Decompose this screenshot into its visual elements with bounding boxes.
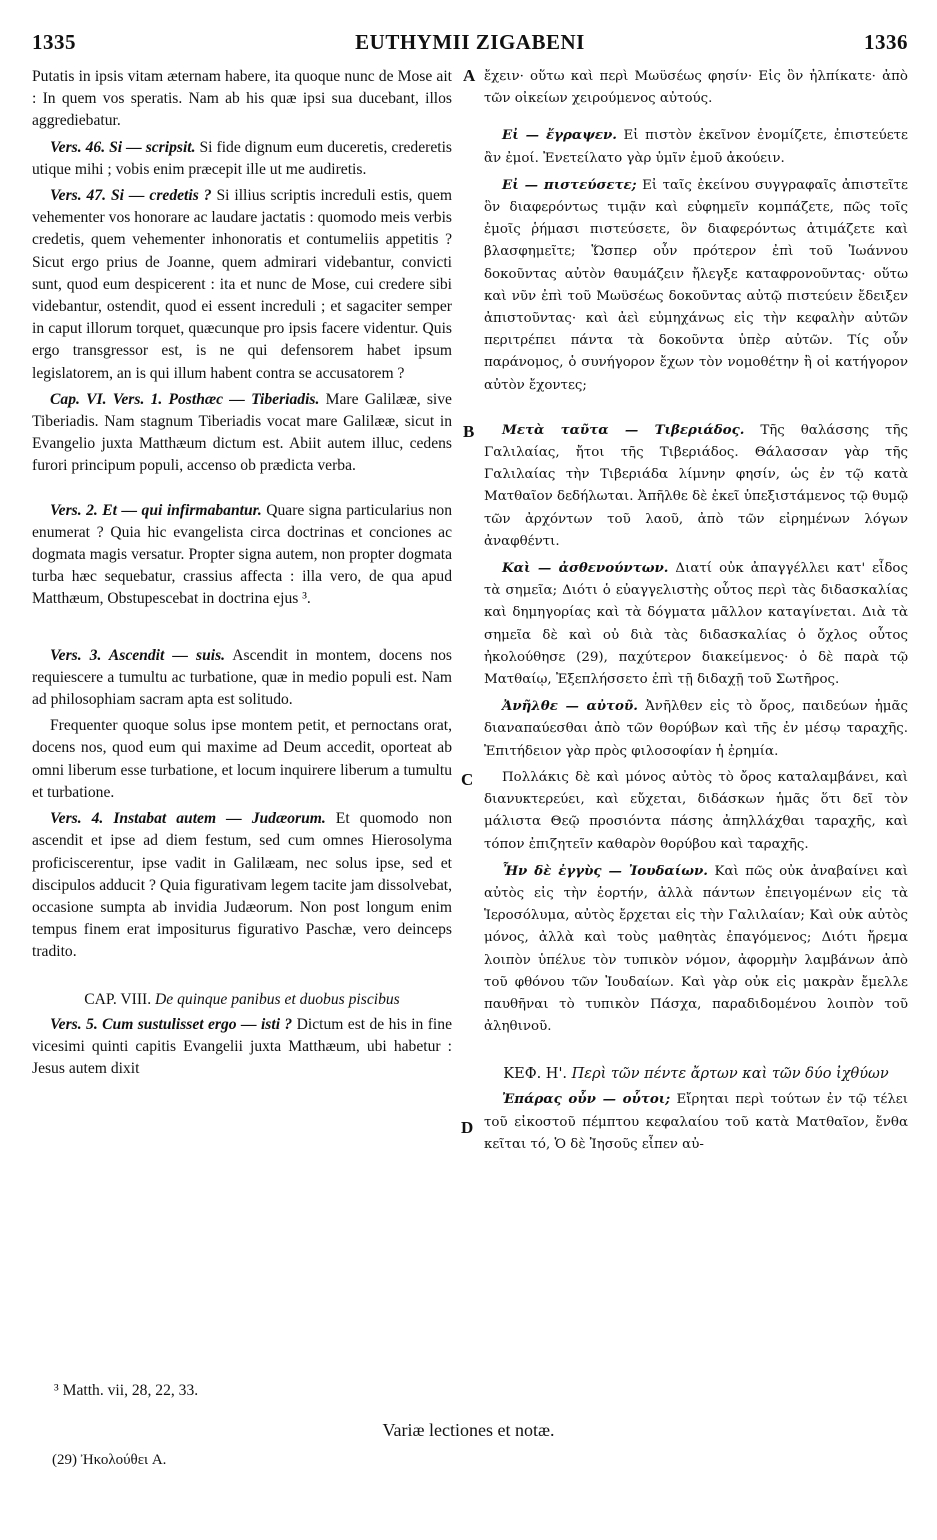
greek-text: Εἴρηται περὶ τούτων ἐν τῷ τέλει τοῦ εἰκοστοῦ πέμπτου κεφαλαίου τοῦ κατὰ Ματθαῖον, ἔνθα κεῖται τό, Ὁ δὲ Ἰησοῦς εἶπεν αὐ- (484, 1092, 908, 1152)
greek-paragraph (484, 695, 908, 763)
margin-marker-a: A (463, 66, 476, 85)
latin-lemma: Cap. VI. Vers. 1. Posthæc — Tiberiadis. (50, 390, 320, 408)
greek-lemma: Εἰ — ἔγραψεν. (502, 127, 617, 144)
margin-marker-d: D (461, 1118, 474, 1137)
latin-text: Si illius scriptis increduli estis, quem vehementer vos honorare ac laudare jactatis : quomodo meis verbis credetis, quem vehementer inhonoratis et contumeliis appetitis ? Sicut ergo prius de Joanne, quem admirari videbantur, convicti sunt, quod eum despicerent : ita et nunc de Mose, cui credere sibi videbantur, ostendit, quod ei essent increduli ; et sagaciter semper in caput illorum torquet, quæcunque pro ipsis facere videntur. Quis ergo transgressor est, is ne qui defensorem habet ipsum legislatorem, an is qui illum habent contra se accusatorem ? (32, 187, 453, 382)
greek-paragraph (484, 557, 908, 691)
latin-lemma: Vers. 2. Et — qui infirmabantur. (50, 501, 262, 519)
greek-lemma: Ἐπάρας οὖν — οὗτοι; (502, 1091, 671, 1108)
latin-text: Quare signa particularius non enumerat ? Quia hic evangelista circa doctrinas et conciones ac dogmata magis versatur. Propter signa autem, non propter dogmata turba hæc sequebatur, crassius affecta : illa vero, de qua apud Matthæum, Obstupescebat in doctrina ejus ³. (32, 501, 452, 608)
latin-paragraph (32, 715, 452, 804)
latin-paragraph (32, 808, 452, 963)
greek-paragraph (484, 66, 908, 110)
greek-lemma: Ἀνῆλθε — αὐτοῦ. (502, 698, 638, 715)
greek-paragraph (484, 174, 908, 397)
running-head: EUTHYMII ZIGABENI (355, 30, 585, 54)
greek-text: Εἰ πιστὸν ἐκεῖνον ἐνομίζετε, ἐπιστεύετε ἂν ἐμοί. Ἐνετείλατο γὰρ ὑμῖν ἐμοῦ ἀκούειν. (484, 128, 908, 166)
greek-chapter-title: Περὶ τῶν πέντε ἄρτων καὶ τῶν δύο ἰχθύων (571, 1066, 889, 1083)
latin-text: Mare Galilææ, sive Tiberiadis. Nam stagnum Tiberiadis vocat mare Galilææ, sicut in Evangelio juxta Matthæum dictum est. Abiit autem illuc, cedens furori principum populi, accenso ob prædicta verba. (32, 390, 452, 475)
latin-lemma: Vers. 5. Cum sustulisset ergo — isti ? (50, 1015, 293, 1033)
greek-chapter-label: ΚΕΦ. Η'. (503, 1066, 568, 1083)
latin-paragraph (32, 1014, 452, 1081)
latin-text: Si fide dignum eum duceretis, crederetis utique mihi ; vobis enim præcepit ille ut me audiretis. (32, 138, 452, 178)
variant-reading: (29) Ἠκολούθει A. (52, 1452, 167, 1468)
margin-marker-b: B (463, 422, 475, 441)
latin-chapter-heading (32, 990, 452, 1010)
latin-lemma: Vers. 4. Instabat autem — Judæorum. (50, 810, 326, 828)
greek-column (484, 66, 908, 1160)
footnote: ³ Matth. vii, 28, 22, 33. (54, 1382, 199, 1399)
greek-paragraph (484, 1088, 908, 1156)
greek-text: Εἰ ταῖς ἐκείνου συγγραφαῖς ἀπιστεῖτε ὃν διαφερόντως τιμᾷν καὶ εὐφημεῖν κομπάζετε, πῶς τοῖς ἐμοῖς ῥήμασι πιστεύσετε, ὃν διαφερόντως ἀτιμάζετε καὶ βλασφημεῖτε; Ὥσπερ οὖν πρότερον ἐπὶ τοῦ Ἰωάννου δοκοῦντας αὐτὸν θαυμάζειν ἤλεγξε καταφρονοῦντας· οὕτω καὶ νῦν ἐπὶ τοῦ Μωϋσέως δοκοῦντας αὐτῷ πιστεύειν ἔδειξεν ἀπιστοῦντας· καὶ ἀεὶ εὐμηχάνως εἰς τὴν κεφαλὴν αὐτῶν περιτρέπει πάντα τὰ δοκοῦντα ὑπὲρ αὐτῶν. Τίς οὖν παράνομος, ὁ συνήγορον ἔχων τὸν νομοθέτην ἢ οἱ κατήγορον αὐτὸν ἔχοντες; (484, 177, 908, 393)
greek-paragraph (484, 124, 908, 169)
greek-lemma: Καὶ — ἀσθενούντων. (502, 560, 669, 577)
latin-paragraph (32, 185, 452, 385)
notes-title: Variæ lectiones et notæ. (382, 1420, 555, 1440)
greek-text: Διατί οὐκ ἀπαγγέλλει κατ' εἶδος τὰ σημεῖα; Διότι ὁ εὐαγγελιστὴς οὗτος περὶ τὰς διδασκαλίας καὶ δημηγορίας καὶ τὰ δόγματα μᾶλλον καταγίνεται. Διὰ τὰ σημεῖα δὲ καὶ οὐ διὰ τὰς διδασκαλίας ὁ ὄχλος οὗτος ἠκολούθησε (29), παχύτερον διακείμενος· ὁ δὲ παρὰ τῷ Ματθαίῳ, Ἐξεπλήσσετο ἐπὶ τῇ διδαχῇ τοῦ Σωτῆρος. (484, 561, 908, 688)
greek-lemma: Εἰ — πιστεύσετε; (502, 176, 637, 193)
greek-paragraph (484, 860, 908, 1039)
page-header (32, 30, 908, 58)
latin-text: Ascendit in montem, docens nos requiescere a tumultu ac turbatione, quæ in medio populi est. Nam ad philosophiam sacram apta est solitudo. (32, 646, 452, 709)
latin-text: Et quomodo non ascendit et ipse ad diem festum, sed cum omnes Hierosolyma proficiscerentur, ipse vadit in Galilæam, nec solus ipse, sed et discipulos adducit ? Quia figurativam legem tacite jam dissolvebat, occasione sumpta ab invidia Judæorum. Non post longum enim tempus finem erat impositurus figurativo Paschæ, vero deinceps tradito. (32, 810, 452, 961)
latin-lemma: Vers. 47. Si — credetis ? (50, 187, 212, 205)
greek-lemma: Μετὰ ταῦτα — Τιβεριάδος. (502, 421, 745, 438)
latin-paragraph (32, 389, 452, 478)
latin-text: Dictum est de his in fine vicesimi quinti capitis Evangelii juxta Matthæum, ubi habetur : Jesus autem dixit (32, 1015, 452, 1077)
latin-paragraph (32, 645, 452, 712)
latin-lemma: Vers. 46. Si — scripsit. (50, 138, 196, 156)
greek-text: Καὶ πῶς οὐκ ἀναβαίνει καὶ αὐτὸς εἰς τὴν ἑορτήν, ἀλλὰ πάντων ἐπειγομένων εἰς τὰ Ἱεροσόλυμα, αὐτὸς ἔρχεται εἰς τὴν Γαλιλαίαν; Καὶ οὐκ αὐτὸς μόνος, ἀλλὰ καὶ τοὺς μαθητὰς ἐπαγόμενος; Διότι ἤρεμα λοιπὸν ὑπέλυε τὸν τυπικὸν νόμον, ἀφορμὴν λαμβάνων ἀπὸ τοῦ φθόνου τῶν Ἰουδαίων. Καὶ γὰρ οὐκ εἰς μακρὰν ἔμελλε παυθῆναι τὸ τυπικὸν Πάσχα, παραδιδομένου λοιπὸν τοῦ ἀληθινοῦ. (484, 863, 908, 1035)
margin-marker-c: C (461, 770, 474, 789)
page-number-right: 1336 (864, 30, 908, 54)
greek-chapter-heading (484, 1064, 908, 1084)
greek-paragraph (484, 419, 908, 553)
latin-chapter-title: De quinque panibus et duobus piscibus (155, 990, 400, 1008)
greek-text: Ἀνῆλθεν εἰς τὸ ὄρος, παιδεύων ἡμᾶς διαναπαύεσθαι ἀπὸ τῶν θορύβων καὶ τῆς ἐν μέσῳ ταραχῆς. Ἐπιτήδειον γὰρ πρὸς φιλοσοφίαν ἡ ἐρημία. (484, 699, 908, 759)
latin-lemma: Vers. 3. Ascendit — suis. (50, 646, 226, 664)
latin-p1: Putatis in ipsis vitam æternam habere, ita quoque nunc de Mose ait : In quem vos speratis. Nam ab his quæ ipsi sua ducebant, illos aggrediebatur. (32, 68, 452, 130)
latin-paragraph (32, 500, 452, 611)
greek-lemma: Ἦν δὲ ἐγγὺς — Ἰουδαίων. (502, 862, 708, 879)
greek-text: Τῆς θαλάσσης τῆς Γαλιλαίας, ἤτοι τῆς Τιβεριάδος. Θάλασσαν γὰρ τῆς Γαλιλαίας τὴν Τιβεριάδα λίμνην φησίν, ὡς ἐν τῷ κατὰ Ματθαῖον δεδήλωται. Ἀπῆλθε δὲ ἐκεῖ ὑπεξιστάμενος τῷ θυμῷ τῶν ἀρχόντων τοῦ λαοῦ, ἀπὸ τῶν εἰρημένων λόγων ἀναφθέντι. (484, 422, 909, 549)
latin-text: Frequenter quoque solus ipse montem petit, et pernoctans orat, docens nos, quod eum qui maxime ad Deum accedit, oporteat ab omni liberum esse turbatione, et locum inquirere liberum a tumultu et turbatione. (32, 717, 452, 801)
latin-paragraph (32, 137, 452, 181)
latin-chapter-label: CAP. VIII. (84, 990, 152, 1008)
page-number-left: 1335 (32, 30, 76, 54)
latin-paragraph (32, 66, 452, 133)
latin-column (32, 66, 452, 1084)
greek-paragraph (484, 767, 908, 856)
greek-p1: ἔχειν· οὕτω καὶ περὶ Μωϋσέως φησίν· Εἰς ὃν ἠλπίκατε· ἀπὸ τῶν οἰκείων χειρούμενος αὐτούς. (484, 69, 908, 107)
greek-text: Πολλάκις δὲ καὶ μόνος αὐτὸς τὸ ὄρος καταλαμβάνει, καὶ διανυκτερεύει, καὶ εὔχεται, διδάσκων ἡμᾶς ὅτι δεῖ τὸν μάλιστα Θεῷ προσιόντα πάσης ἀπηλλάχθαι ταραχῆς, καὶ τόπον ἐπιζητεῖν καθαρὸν θορύβου καὶ ταραχῆς. (484, 769, 908, 852)
